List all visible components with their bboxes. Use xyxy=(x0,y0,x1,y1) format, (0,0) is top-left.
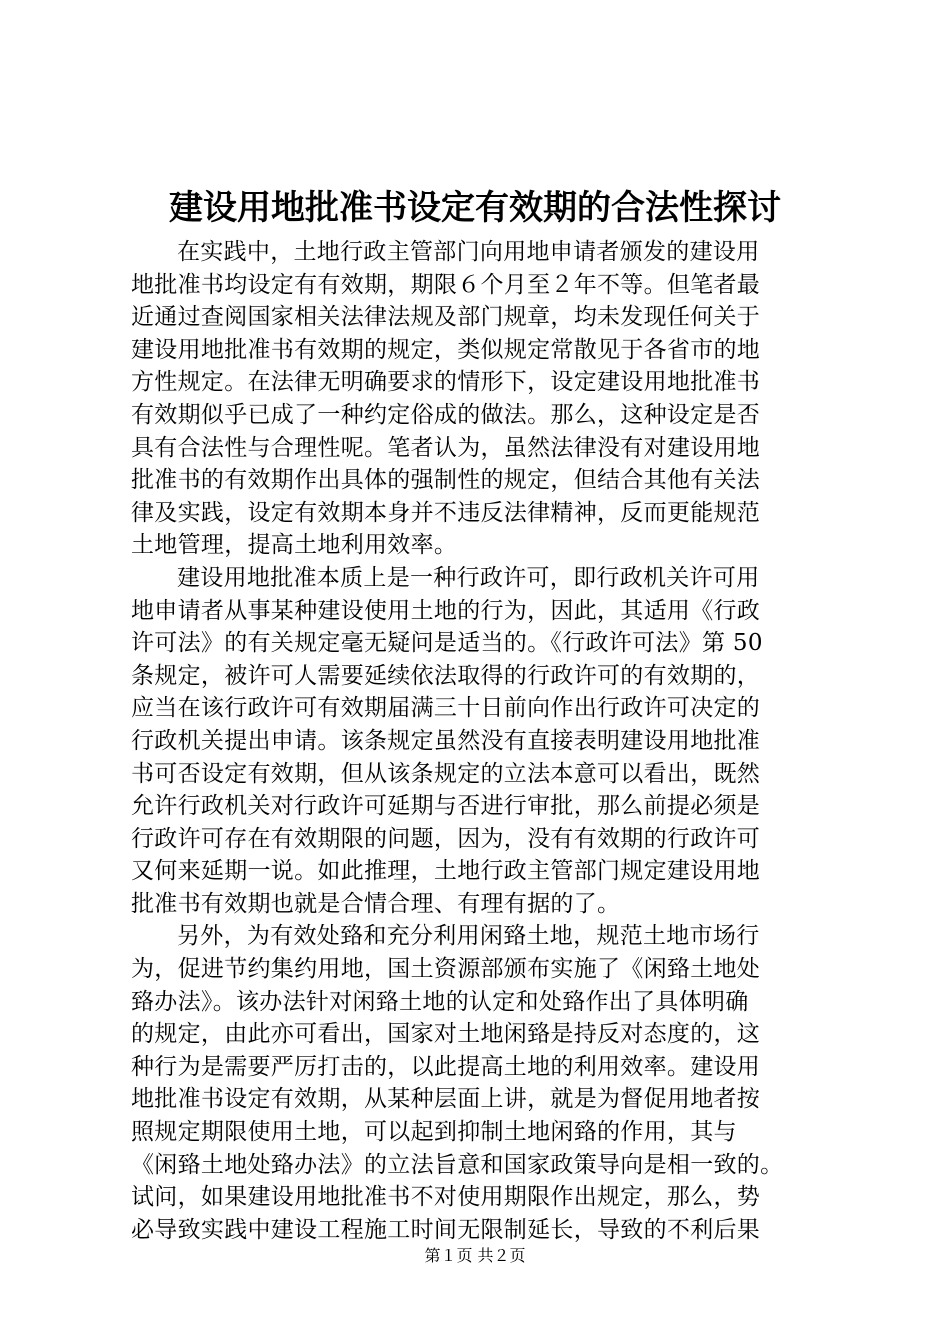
paragraph-line: 又何来延期一说。如此推理，土地行政主管部门规定建设用地 xyxy=(131,858,761,885)
paragraph-line: 必导致实践中建设工程施工时间无限制延长，导致的不利后果 xyxy=(131,1216,761,1243)
paragraph-line: 有效期似乎已成了一种约定俗成的做法。那么，这种设定是否 xyxy=(131,401,761,428)
paragraph-line: 建设用地批准本质上是一种行政许可，即行政机关许可用 xyxy=(177,564,760,591)
paragraph-line: 具有合法性与合理性呢。笔者认为，虽然法律没有对建设用地 xyxy=(131,434,761,461)
paragraph-line: 批准书的有效期作出具体的强制性的规定，但结合其他有关法 xyxy=(131,467,761,494)
paragraph-line: 《闲臵土地处臵办法》的立法旨意和国家政策导向是相一致的。 xyxy=(131,1151,784,1178)
paragraph-line: 允许行政机关对行政许可延期与否进行审批，那么前提必须是 xyxy=(131,793,761,820)
document-title: 建设用地批准书设定有效期的合法性探讨 xyxy=(169,188,781,228)
paragraph-line: 律及实践，设定有效期本身并不违反法律精神，反而更能规范 xyxy=(131,499,761,526)
paragraph-line: 批准书有效期也就是合情合理、有理有据的了。 xyxy=(131,890,621,917)
paragraph-line: 许可法》的有关规定毫无疑问是适当的。《行政许可法》第 50 xyxy=(131,630,763,657)
paragraph-line: 照规定期限使用土地，可以起到抑制土地闲臵的作用，其与 xyxy=(131,1119,737,1146)
paragraph-line: 书可否设定有效期，但从该条规定的立法本意可以看出，既然 xyxy=(131,760,761,787)
paragraph-line: 近通过查阅国家相关法律法规及部门规章，均未发现任何关于 xyxy=(131,304,761,331)
paragraph-line: 种行为是需要严厉打击的，以此提高土地的利用效率。建设用 xyxy=(131,1053,761,1080)
page-number-footer: 第１页 共２页 xyxy=(424,1246,526,1265)
paragraph-line: 地批准书均设定有有效期，期限６个月至２年不等。但笔者最 xyxy=(131,271,761,298)
paragraph-line: 为，促进节约集约用地，国土资源部颁布实施了《闲臵土地处 xyxy=(131,956,761,983)
paragraph-line: 地批准书设定有效期，从某种层面上讲，就是为督促用地者按 xyxy=(131,1086,761,1113)
paragraph-3 xyxy=(131,920,831,1246)
paragraph-line: 应当在该行政许可有效期届满三十日前向作出行政许可决定的 xyxy=(131,695,761,722)
paragraph-line: 试问，如果建设用地批准书不对使用期限作出规定，那么，势 xyxy=(131,1184,761,1211)
document-body xyxy=(131,236,831,1246)
paragraph-line: 方性规定。在法律无明确要求的情形下，设定建设用地批准书 xyxy=(131,369,761,396)
paragraph-line: 条规定，被许可人需要延续依法取得的行政许可的有效期的， xyxy=(131,662,761,689)
paragraph-line: 行政许可存在有效期限的问题，因为，没有有效期的行政许可 xyxy=(131,825,761,852)
paragraph-line: 土地管理，提高土地利用效率。 xyxy=(131,532,458,559)
paragraph-1 xyxy=(131,236,831,562)
paragraph-line: 行政机关提出申请。该条规定虽然没有直接表明建设用地批准 xyxy=(131,727,761,754)
paragraph-line: 的规定，由此亦可看出，国家对土地闲臵是持反对态度的，这 xyxy=(131,1021,761,1048)
paragraph-2 xyxy=(131,562,831,921)
paragraph-line: 地申请者从事某种建设使用土地的行为，因此，其适用《行政 xyxy=(131,597,761,624)
paragraph-line: 在实践中，土地行政主管部门向用地申请者颁发的建设用 xyxy=(177,239,760,265)
paragraph-line: 臵办法》。该办法针对闲臵土地的认定和处臵作出了具体明确 xyxy=(131,988,749,1015)
paragraph-line: 另外，为有效处臵和充分利用闲臵土地，规范土地市场行 xyxy=(177,923,760,950)
paragraph-line: 建设用地批准书有效期的规定，类似规定常散见于各省市的地 xyxy=(131,336,761,363)
